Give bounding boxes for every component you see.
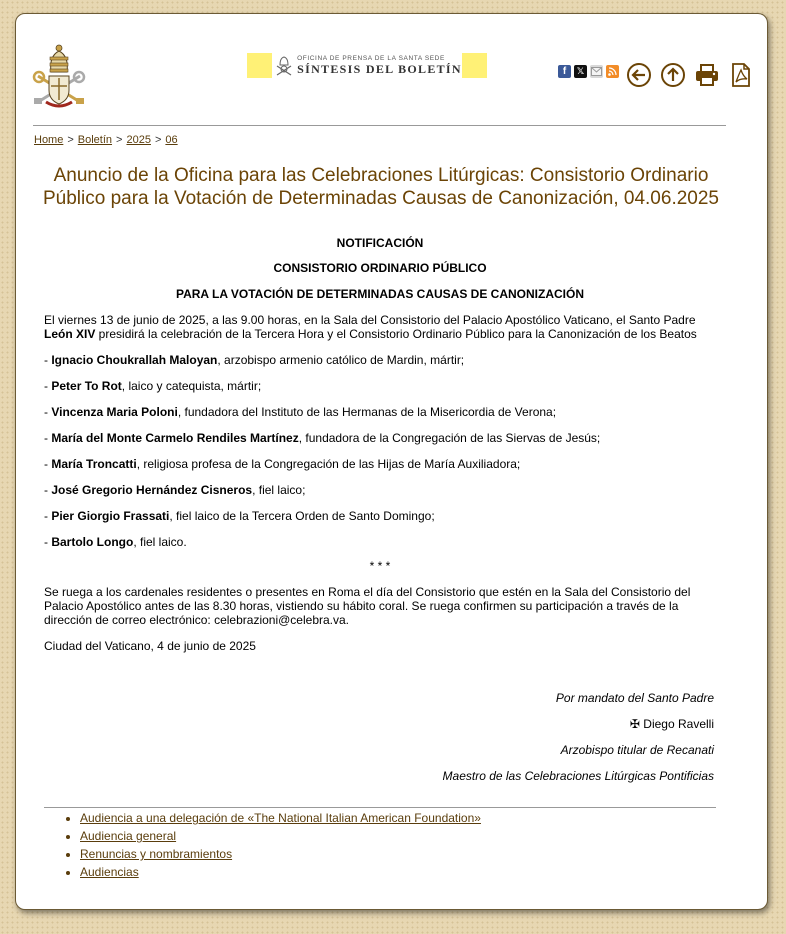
bulletin-banner	[247, 53, 487, 78]
beato-name: Peter To Rot	[51, 379, 122, 393]
breadcrumb-separator: >	[67, 134, 74, 146]
header	[16, 14, 767, 124]
facebook-icon[interactable]: f	[558, 65, 571, 78]
beato-name: Vincenza Maria Poloni	[51, 405, 178, 419]
heading-votacion: PARA LA VOTACIÓN DE DETERMINADAS CAUSAS DE CANONIZACIÓN	[175, 287, 584, 301]
page-title: Anuncio de la Oficina para las Celebraciones Litúrgicas: Consistorio Ordinario Público para la Votación de Determinadas Causas de Canonización, 04.06.2025	[42, 165, 719, 209]
beato-name: Bartolo Longo	[51, 535, 134, 549]
beato-desc: , religiosa profesa de la Congregación de las Hijas de María Auxiliadora;	[136, 457, 521, 471]
list-item	[44, 509, 716, 523]
banner-yellow-block-right	[462, 53, 487, 78]
list-item	[80, 863, 481, 881]
beato-name: María del Monte Carmelo Rendiles Martínez	[51, 431, 299, 445]
banner-subtitle: OFICINA DE PRENSA DE LA SANTA SEDE	[297, 54, 445, 62]
breadcrumb-separator: >	[154, 134, 162, 146]
list-dash: -	[44, 509, 52, 523]
x-icon[interactable]: 𝕏	[574, 65, 587, 78]
beato-desc: , laico y catequista, mártir;	[121, 379, 262, 393]
rss-icon[interactable]	[606, 65, 619, 78]
list-dash: -	[44, 431, 52, 445]
heading-notificacion: NOTIFICACIÓN	[336, 236, 424, 250]
list-item	[80, 809, 481, 827]
list-item	[44, 353, 716, 367]
related-link[interactable]: Audiencias	[80, 865, 139, 879]
intro-text-after: presidirá la celebración de la Tercera Hora y el Consistorio Ordinario Público para la Canonización de los Beatos	[95, 327, 697, 341]
back-arrow-icon[interactable]	[626, 62, 652, 88]
header-divider	[33, 125, 726, 126]
breadcrumb-month[interactable]: 06	[165, 134, 178, 146]
breadcrumb-boletin[interactable]: Boletín	[77, 134, 113, 146]
banner-center	[272, 53, 462, 78]
list-item	[44, 535, 716, 549]
signature-role-1: Arzobispo titular de Recanati	[560, 743, 714, 757]
list-dash: -	[44, 353, 52, 367]
papal-coat-of-arms-icon	[32, 42, 86, 108]
list-dash: -	[44, 405, 52, 419]
related-link[interactable]: Renuncias y nombramientos	[80, 847, 233, 861]
beato-desc: , fiel laico;	[252, 483, 306, 497]
list-item	[44, 431, 716, 445]
up-arrow-icon[interactable]	[660, 62, 686, 88]
intro-text-before: El viernes 13 de junio de 2025, a las 9.00 horas, en la Sala del Consistorio del Palacio Apostólico Vaticano, el Santo Padre	[44, 313, 696, 327]
related-link[interactable]: Audiencia general	[80, 829, 177, 843]
banner-title: SÍNTESIS DEL BOLETÍN	[297, 62, 462, 77]
print-icon[interactable]	[694, 62, 720, 88]
signature-name: ✠ Diego Ravelli	[629, 717, 714, 731]
list-dash: -	[44, 483, 52, 497]
beato-desc: , fundadora de la Congregación de las Siervas de Jesús;	[298, 431, 601, 445]
beato-desc: , arzobispo armenio católico de Mardin, mártir;	[217, 353, 465, 367]
signature-role-2: Maestro de las Celebraciones Litúrgicas Pontificias	[442, 769, 714, 783]
banner-yellow-block-left	[247, 53, 272, 78]
signature-mandate: Por mandato del Santo Padre	[555, 691, 714, 705]
pope-name: León XIV	[44, 327, 96, 341]
notice-paragraph: Se ruega a los cardenales residentes o presentes en Roma el día del Consistorio que estén en la Sala del Consistorio del Palacio Apostólico antes de las 8.30 horas, vistiendo su hábito coral. Se ruega confirmen su participación a través de la dirección de correo electrónico: celebrazioni@celebra.va.	[44, 585, 691, 627]
heading-consistorio: CONSISTORIO ORDINARIO PÚBLICO	[273, 261, 487, 275]
page-container	[15, 13, 768, 910]
intro-paragraph	[44, 313, 716, 341]
related-link[interactable]: Audiencia a una delegación de «The National Italian American Foundation»	[80, 811, 481, 825]
beato-name: José Gregorio Hernández Cisneros	[51, 483, 253, 497]
beato-desc: , fiel laico de la Tercera Orden de Santo Domingo;	[169, 509, 435, 523]
breadcrumb	[34, 134, 178, 146]
beato-desc: , fundadora del Instituto de las Hermanas de la Misericordia de Verona;	[177, 405, 557, 419]
beato-desc: , fiel laico.	[133, 535, 187, 549]
holy-see-crest-icon	[275, 55, 293, 77]
section-separator: * * *	[369, 559, 391, 573]
email-icon[interactable]	[590, 65, 603, 78]
related-links-list	[62, 809, 481, 881]
footer-divider	[44, 807, 716, 808]
beato-name: María Troncatti	[51, 457, 137, 471]
breadcrumb-year[interactable]: 2025	[126, 134, 151, 146]
list-dash: -	[44, 379, 52, 393]
page-tools	[626, 62, 762, 88]
list-item	[44, 457, 716, 471]
list-item	[80, 827, 481, 845]
breadcrumb-separator: >	[116, 134, 123, 146]
list-item	[44, 405, 716, 419]
list-item	[80, 845, 481, 863]
share-bar	[558, 65, 622, 78]
date-line: Ciudad del Vaticano, 4 de junio de 2025	[44, 639, 256, 653]
beato-name: Ignacio Choukrallah Maloyan	[51, 353, 218, 367]
beato-name: Pier Giorgio Frassati	[51, 509, 170, 523]
list-item	[44, 379, 716, 393]
pdf-icon[interactable]	[728, 62, 754, 88]
list-item	[44, 483, 716, 497]
list-dash: -	[44, 457, 52, 471]
list-dash: -	[44, 535, 52, 549]
breadcrumb-home[interactable]: Home	[34, 134, 64, 146]
